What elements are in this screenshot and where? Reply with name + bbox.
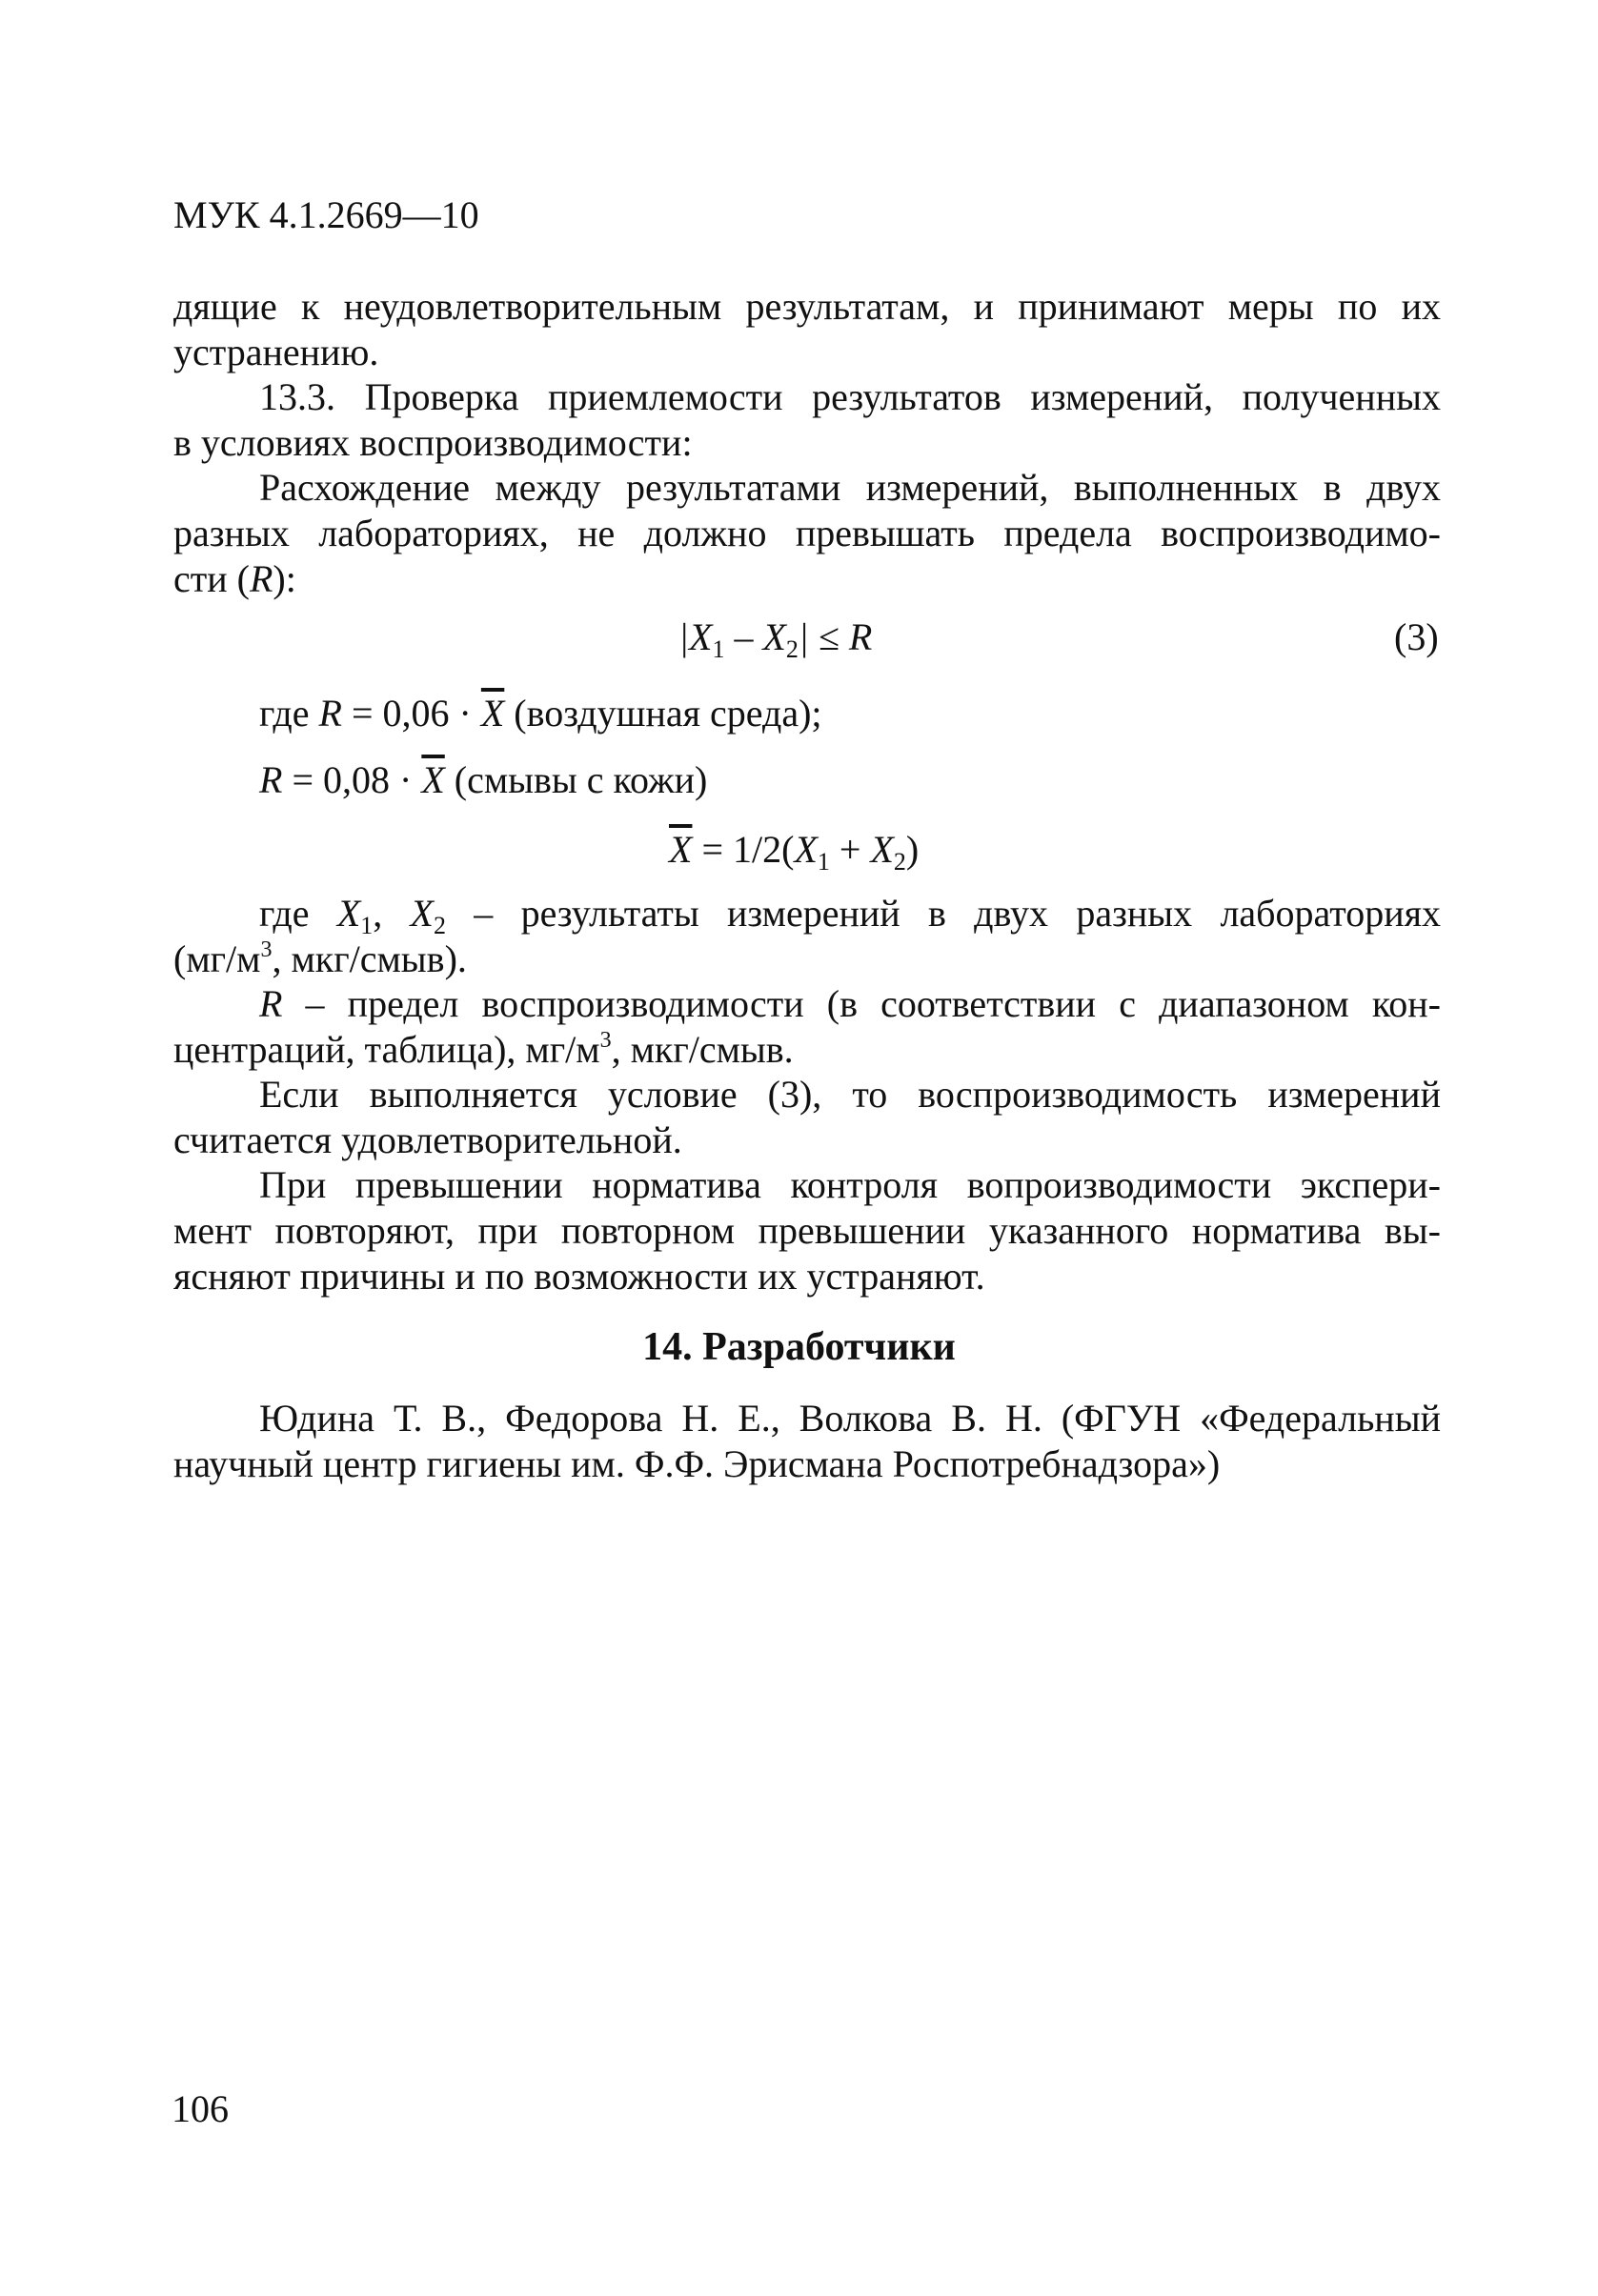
page-number: 106 — [172, 2087, 229, 2130]
where-r-air: где $R = 0,06 \cdot \overline{X}$ (воздушная среда); — [259, 692, 822, 735]
where-r-skin: $R = 0,08 \cdot \overline{X}$ (смывы с кожи) — [259, 758, 708, 801]
formula-3-number: (3) — [1394, 615, 1439, 658]
document-code-header: МУК 4.1.2669—10 — [173, 193, 479, 236]
paragraph-13-3: 13.3. Проверка приемлемости результатов измерений, полученных в условиях воспроизводимости: — [173, 375, 1441, 464]
paragraph-reproducibility-limit: Расхождение между результатами измерений, выполненных в двух разных лабораториях, не должно превышать предела воспроизводимо- сти (R): — [173, 466, 1441, 600]
paragraph-condition-met: Если выполняется условие (3), то воспроизводимость измерений считается удовлетворительной. — [173, 1073, 1441, 1161]
formula-mean: $\overline{X} = 1/2(X_1 + X_2)$ — [669, 828, 920, 876]
paragraph-developers: Юдина Т. В., Федорова Н. Е., Волкова В. Н. (ФГУН «Федеральный научный центр гигиены им. Ф.Ф. Эрисмана Роспотребнадзора») — [173, 1397, 1441, 1485]
section-14-title: 14. Разработчики — [642, 1325, 956, 1369]
paragraph-exceeding-norm: При превышении норматива контроля вопроизводимости экспери- мент повторяют, при повторном превышении указанного норматива вы- ясняют причины и по возможности их устраняют. — [173, 1163, 1441, 1298]
formula-3: $|X_1 - X_2| \le R$ — [678, 615, 873, 663]
paragraph-r-definition: R – предел воспроизводимости (в соответствии с диапазоном кон- центраций, таблица), $мг/м^3$, мкг/смыв. — [173, 982, 1441, 1071]
paragraph-where-x: где $X_1$, $X_2$ – результаты измерений в двух разных лабораториях ($мг/м^3$, мкг/смыв). — [173, 892, 1441, 980]
paragraph-unsatisfactory-results: дящие к неудовлетворительным результатам, и принимают меры по их устранению. — [173, 285, 1441, 373]
